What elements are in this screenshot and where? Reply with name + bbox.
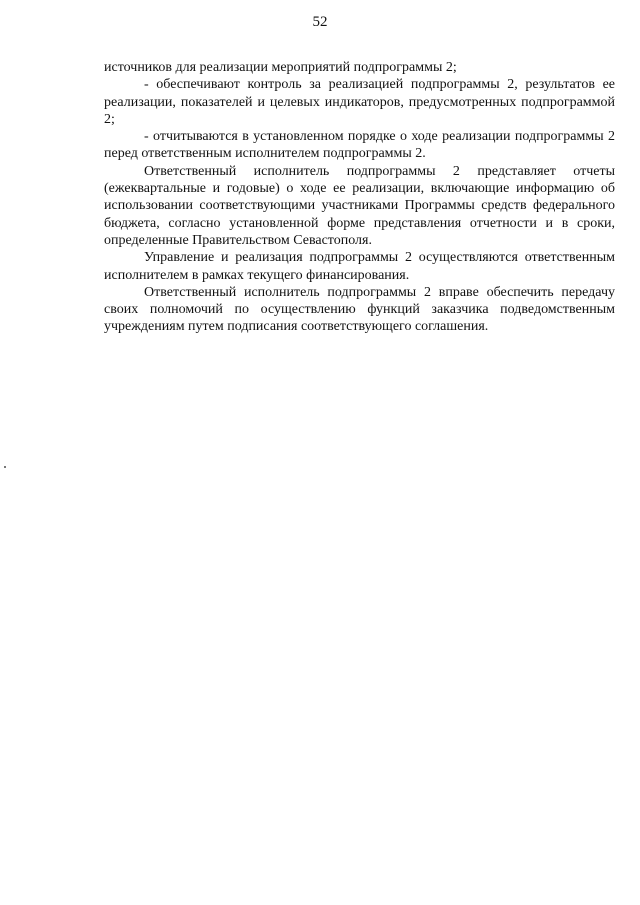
paragraph-management: Управление и реализация подпрограммы 2 осуществляются ответственным исполнителем в рамках текущего финансирования. bbox=[104, 250, 615, 283]
page-number: 52 bbox=[312, 14, 328, 30]
document-body bbox=[104, 59, 615, 336]
paragraph-delegation: Ответственный исполнитель подпрограммы 2 вправе обеспечить передачу своих полномочий по осуществлению функций заказчика подведомственным учреждениям путем подписания соответствующего соглашения. bbox=[104, 284, 615, 335]
paragraph-continuation: источников для реализации мероприятий подпрограммы 2; bbox=[104, 60, 457, 75]
paragraph-control-duty: - обеспечивают контроль за реализацией подпрограммы 2, результатов ее реализации, показателей и целевых индикаторов, предусмотренных подпрограммой 2; bbox=[104, 77, 615, 127]
paragraph-reports-info: Ответственный исполнитель подпрограммы 2 представляет отчеты (ежеквартальные и годовые) о ходе ее реализации, включающие информацию об использовании соответствующими участниками Программы средств федерального бюджета, согласно установленной форме представления отчетности и в сроки, определенные Правительством Севастополя. bbox=[104, 163, 615, 248]
scan-margin-dot bbox=[4, 466, 6, 468]
paragraph-reporting-duty: - отчитываются в установленном порядке о ходе реализации подпрограммы 2 перед ответственным исполнителем подпрограммы 2. bbox=[104, 129, 615, 162]
